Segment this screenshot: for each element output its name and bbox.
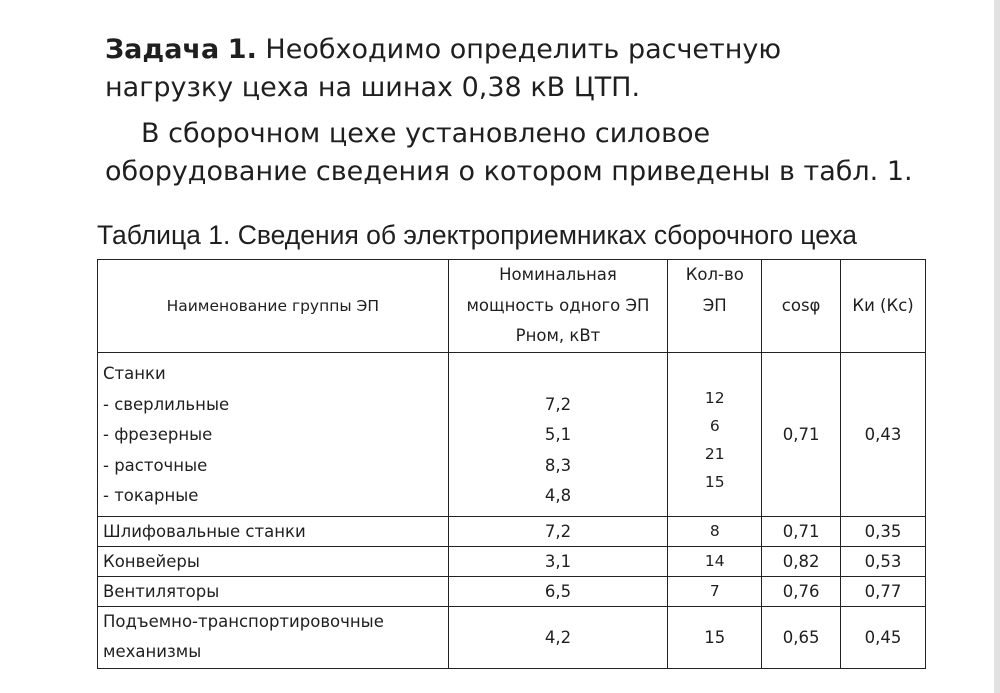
machine-name: - фрезерные bbox=[103, 425, 213, 444]
machines-power-cell bbox=[448, 353, 668, 517]
equipment-word: сборочном bbox=[168, 118, 321, 149]
header-power-line: Рном, кВт bbox=[515, 326, 601, 346]
machine-power: 4,8 bbox=[544, 486, 572, 505]
row-name: Вентиляторы bbox=[98, 576, 449, 606]
table-row bbox=[98, 516, 926, 546]
header-power-line: Номинальная bbox=[499, 265, 617, 285]
equipment-word: установлено bbox=[405, 118, 587, 149]
row-name: Конвейеры bbox=[98, 546, 449, 576]
header-count-line: ЭП bbox=[702, 295, 727, 315]
table-header-row bbox=[98, 260, 926, 353]
machine-name: - токарные bbox=[103, 486, 199, 505]
machine-name: - расточные bbox=[103, 455, 208, 475]
mechanisms-name-cell bbox=[98, 606, 449, 668]
machine-count: 21 bbox=[704, 445, 725, 464]
equipment-line-1 bbox=[105, 115, 933, 153]
header-power-line: мощность одного ЭП bbox=[466, 295, 650, 315]
equipment-line-2: оборудование сведения о котором приведены в табл. 1. bbox=[105, 156, 913, 187]
equipment-word: силовое bbox=[594, 118, 711, 149]
task-label-text: Задача bbox=[105, 34, 220, 65]
mechanisms-name-line: Подъемно-транспортировочные bbox=[103, 611, 384, 631]
row-power: 6,5 bbox=[448, 576, 668, 606]
row-cos: 0,65 bbox=[762, 606, 841, 668]
task-number: 1. bbox=[227, 34, 257, 65]
row-ki: 0,45 bbox=[841, 606, 926, 668]
header-name: Наименование группы ЭП bbox=[98, 260, 449, 353]
machines-count-cell bbox=[668, 353, 762, 517]
machine-count: 15 bbox=[704, 473, 725, 492]
row-power: 3,1 bbox=[448, 546, 668, 576]
row-cos: 0,82 bbox=[762, 546, 841, 576]
machine-power: 8,3 bbox=[544, 455, 572, 475]
row-power: 7,2 bbox=[448, 516, 668, 546]
header-ki: Ки (Кс) bbox=[841, 260, 926, 353]
row-ki: 0,77 bbox=[841, 576, 926, 606]
machines-title: Станки bbox=[103, 364, 166, 383]
task-label bbox=[105, 34, 219, 65]
table-row bbox=[98, 546, 926, 576]
header-power bbox=[448, 260, 668, 353]
row-count: 14 bbox=[668, 546, 762, 576]
row-ki: 0,53 bbox=[841, 546, 926, 576]
task-word: Необходимо bbox=[265, 34, 442, 65]
table-row bbox=[98, 576, 926, 606]
table-row-machines bbox=[98, 353, 926, 517]
header-cos: cosφ bbox=[762, 260, 841, 353]
table-caption: Таблица 1. Сведения об электроприемниках сборочного цеха bbox=[97, 220, 858, 250]
machines-name-cell bbox=[98, 353, 449, 517]
page-edge bbox=[994, 0, 1000, 693]
equipment-paragraph bbox=[105, 115, 933, 191]
machines-cos-cell: 0,71 bbox=[762, 353, 841, 517]
row-cos: 0,76 bbox=[762, 576, 841, 606]
header-count bbox=[668, 260, 762, 353]
equipment-word: цехе bbox=[328, 118, 397, 149]
row-cos: 0,71 bbox=[762, 516, 841, 546]
mechanisms-name-line: механизмы bbox=[103, 642, 202, 661]
machine-count: 12 bbox=[704, 389, 725, 408]
equipment-word: В bbox=[141, 118, 160, 149]
machine-power: 5,1 bbox=[544, 425, 572, 444]
task-line-1 bbox=[105, 31, 933, 69]
row-name: Шлифовальные станки bbox=[98, 516, 449, 546]
task-paragraph bbox=[105, 31, 933, 107]
row-ki: 0,35 bbox=[841, 516, 926, 546]
machine-count: 6 bbox=[709, 417, 720, 436]
machine-name: - сверлильные bbox=[103, 394, 230, 414]
machines-ki-cell: 0,43 bbox=[841, 353, 926, 517]
row-power: 4,2 bbox=[448, 606, 668, 668]
task-word: расчетную bbox=[627, 34, 782, 65]
task-word: определить bbox=[449, 34, 620, 65]
equipment-table bbox=[97, 259, 926, 669]
machine-power: 7,2 bbox=[544, 394, 572, 414]
row-count: 8 bbox=[668, 516, 762, 546]
row-count: 15 bbox=[668, 606, 762, 668]
table-row-mechanisms bbox=[98, 606, 926, 668]
row-count: 7 bbox=[668, 576, 762, 606]
header-count-line: Кол-во bbox=[685, 265, 744, 285]
task-line-2: нагрузку цеха на шинах 0,38 кВ ЦТП. bbox=[105, 72, 641, 103]
